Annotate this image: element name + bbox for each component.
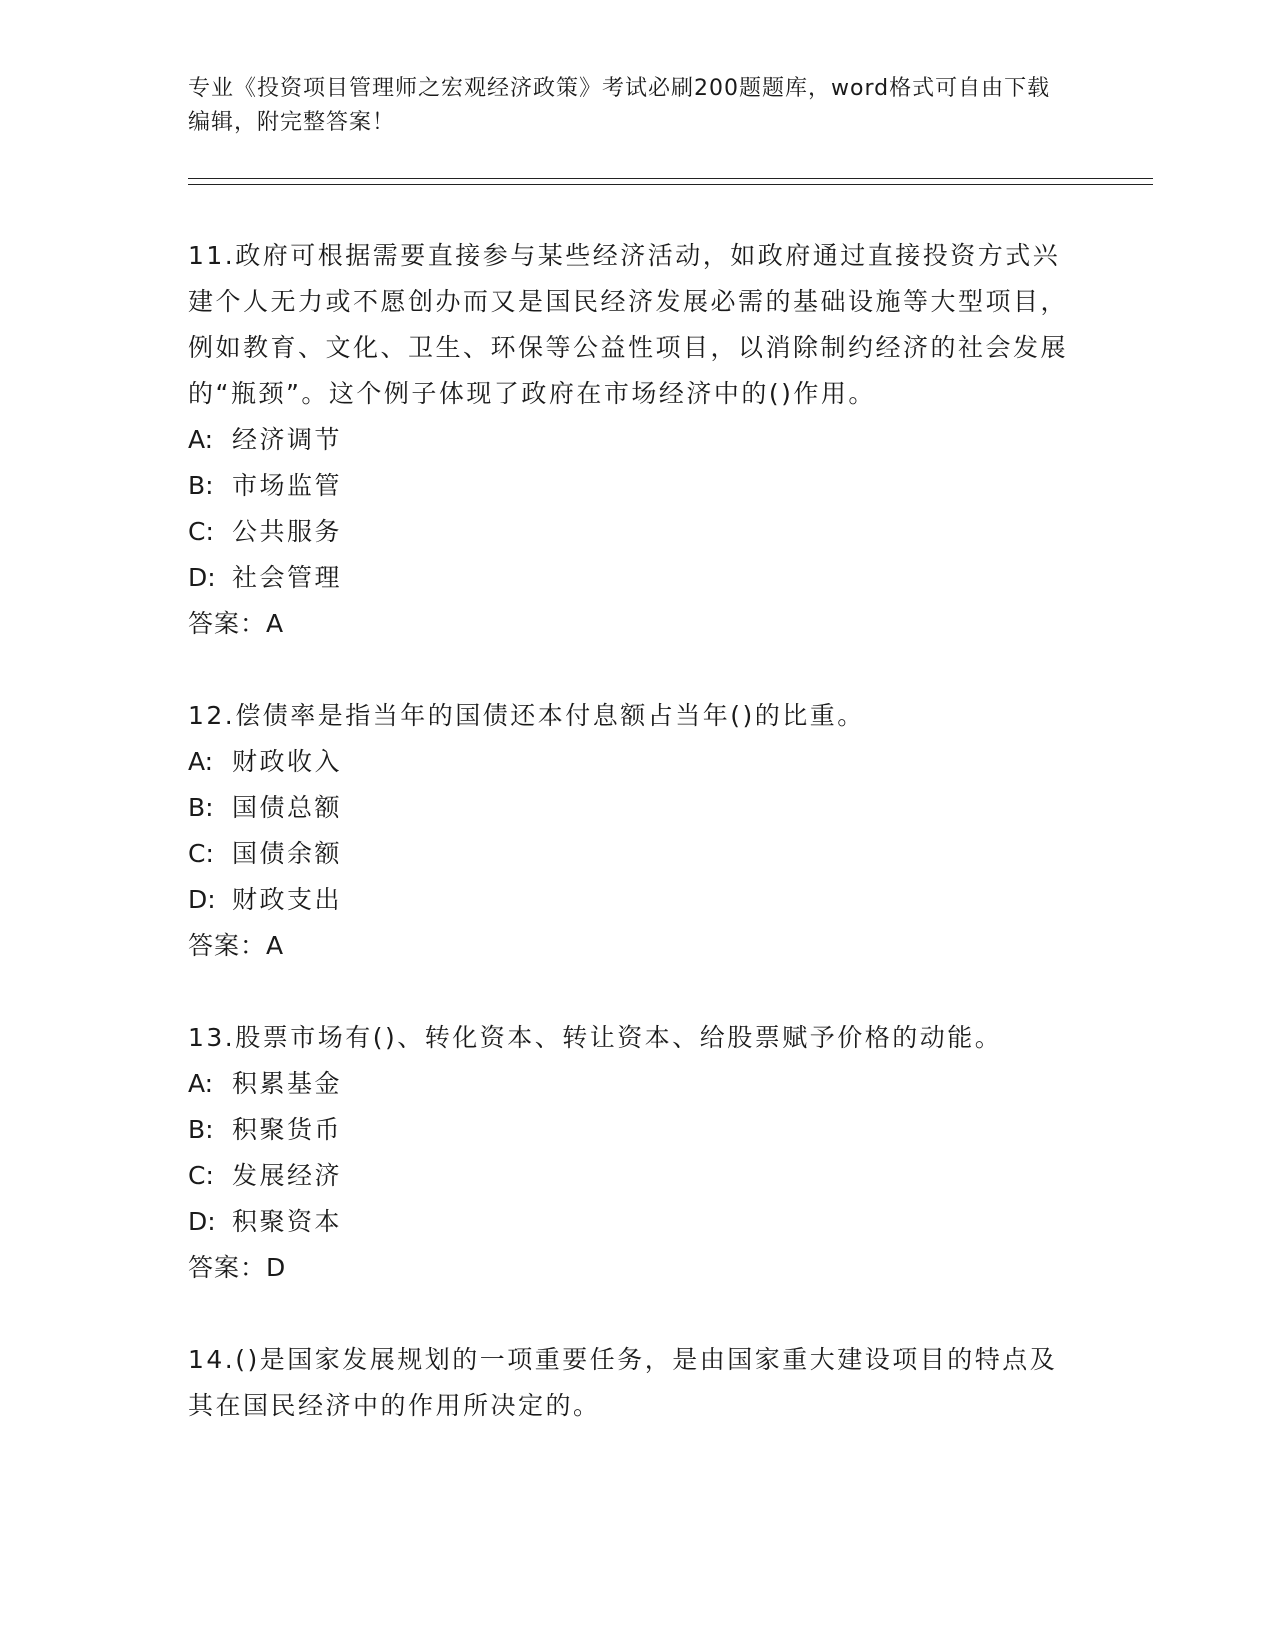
question-text: 12.偿债率是指当年的国债还本付息额占当年()的比重。 (188, 701, 865, 730)
question-12 (188, 693, 1078, 969)
question-text: 14.()是国家发展规划的一项重要任务，是由国家重大建设项目的特点及其在国民经济中的作用所决定的。 (188, 1345, 1058, 1420)
option-b (188, 1107, 1078, 1153)
answer: 答案：D (188, 1253, 287, 1282)
option-text: 积聚货币 (232, 1115, 343, 1144)
option-a (188, 739, 1078, 785)
answer: 答案：A (188, 931, 285, 960)
option-text: 财政支出 (232, 885, 343, 914)
question-text: 13.股票市场有()、转化资本、转让资本、给股票赋予价格的动能。 (188, 1023, 1003, 1052)
option-label: D: (188, 885, 216, 914)
option-label: A: (188, 1069, 214, 1098)
header-divider-bottom (188, 184, 1153, 185)
option-text: 市场监管 (232, 471, 343, 500)
option-text: 公共服务 (232, 517, 343, 546)
question-list (188, 233, 1078, 1429)
question-11 (188, 233, 1078, 647)
option-text: 国债总额 (232, 793, 343, 822)
option-d (188, 1199, 1078, 1245)
option-label: B: (188, 793, 214, 822)
option-d (188, 877, 1078, 923)
option-b (188, 785, 1078, 831)
option-text: 积聚资本 (232, 1207, 343, 1236)
option-c (188, 1153, 1078, 1199)
spacer (188, 647, 1078, 693)
option-text: 经济调节 (232, 425, 343, 454)
option-label: D: (188, 1207, 216, 1236)
spacer (188, 969, 1078, 1015)
option-a (188, 417, 1078, 463)
option-c (188, 831, 1078, 877)
option-label: A: (188, 425, 214, 454)
answer: 答案：A (188, 609, 285, 638)
question-13 (188, 1015, 1078, 1291)
option-label: A: (188, 747, 214, 776)
option-label: D: (188, 563, 216, 592)
option-label: B: (188, 1115, 214, 1144)
option-text: 积累基金 (232, 1069, 343, 1098)
question-text: 11.政府可根据需要直接参与某些经济活动，如政府通过直接投资方式兴建个人无力或不愿创办而又是国民经济发展必需的基础设施等大型项目，例如教育、文化、卫生、环保等公益性项目，以消除制约经济的社会发展的“瓶颈”。这个例子体现了政府在市场经济中的()作用。 (188, 241, 1069, 408)
option-a (188, 1061, 1078, 1107)
option-d (188, 555, 1078, 601)
option-label: C: (188, 839, 214, 868)
header-divider-top (188, 178, 1153, 179)
option-text: 社会管理 (232, 563, 343, 592)
spacer (188, 1291, 1078, 1337)
option-text: 发展经济 (232, 1161, 343, 1190)
option-label: C: (188, 1161, 214, 1190)
option-text: 国债余额 (232, 839, 343, 868)
document-header: 专业《投资项目管理师之宏观经济政策》考试必刷200题题库，word格式可自由下载编辑，附完整答案！ (188, 76, 1051, 135)
question-14 (188, 1337, 1078, 1429)
option-text: 财政收入 (232, 747, 343, 776)
option-label: B: (188, 471, 214, 500)
option-b (188, 463, 1078, 509)
option-label: C: (188, 517, 214, 546)
option-c (188, 509, 1078, 555)
